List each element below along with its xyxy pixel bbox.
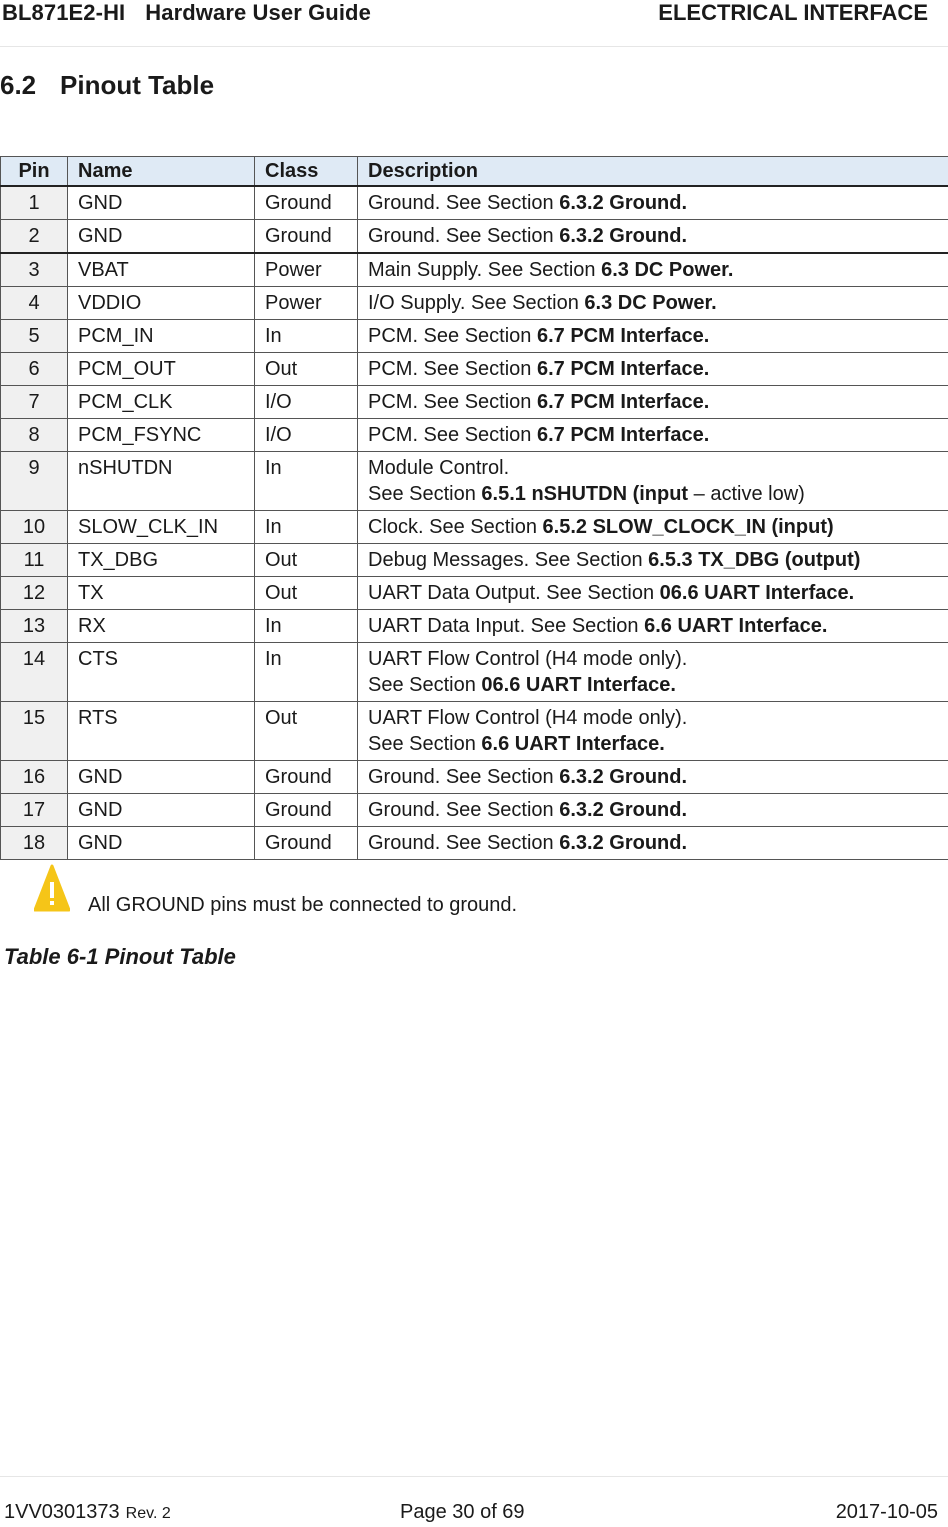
pin-number-cell: 17 bbox=[1, 794, 68, 827]
pin-name-cell: PCM_CLK bbox=[68, 386, 255, 419]
page-header bbox=[0, 0, 948, 47]
table-row bbox=[1, 577, 948, 610]
pin-name-cell: SLOW_CLK_IN bbox=[68, 511, 255, 544]
warning-icon bbox=[34, 862, 70, 912]
pin-class-cell: Ground bbox=[255, 220, 358, 254]
section-reference: 6.3 DC Power. bbox=[584, 292, 716, 314]
section-reference: 6.7 PCM Interface. bbox=[537, 325, 709, 347]
section-reference: 6.3.2 Ground. bbox=[559, 799, 687, 821]
pin-class-cell: Out bbox=[255, 353, 358, 386]
pin-name-cell: PCM_FSYNC bbox=[68, 419, 255, 452]
pin-class-cell: Out bbox=[255, 702, 358, 761]
description-reference bbox=[368, 547, 938, 573]
description-reference bbox=[368, 514, 938, 540]
section-reference: 6.3.2 Ground. bbox=[559, 192, 687, 214]
pin-class-cell: Ground bbox=[255, 794, 358, 827]
description-line: UART Flow Control (H4 mode only). bbox=[368, 705, 938, 731]
description-reference bbox=[368, 830, 938, 856]
pin-name-cell: GND bbox=[68, 794, 255, 827]
pin-class-cell: Power bbox=[255, 287, 358, 320]
section-reference: 6.5.2 SLOW_CLOCK_IN (input) bbox=[543, 516, 834, 538]
pin-number-cell: 18 bbox=[1, 827, 68, 860]
description-text: Ground. See Section bbox=[368, 799, 559, 821]
pin-class-cell: Ground bbox=[255, 761, 358, 794]
pin-number-cell: 13 bbox=[1, 610, 68, 643]
footer-date: 2017-10-05 bbox=[836, 1501, 938, 1524]
description-reference bbox=[368, 672, 938, 698]
table-row bbox=[1, 386, 948, 419]
column-header-description: Description bbox=[358, 157, 948, 187]
description-text: PCM. See Section bbox=[368, 325, 537, 347]
header-doc-id: BL871E2-HI bbox=[2, 0, 125, 25]
description-reference bbox=[368, 389, 938, 415]
table-row bbox=[1, 320, 948, 353]
description-reference bbox=[368, 323, 938, 349]
pin-description-cell bbox=[358, 353, 948, 386]
table-row bbox=[1, 761, 948, 794]
description-text: Ground. See Section bbox=[368, 832, 559, 854]
section-number: 6.2 bbox=[0, 70, 60, 101]
pin-name-cell: VBAT bbox=[68, 253, 255, 287]
section-reference: 6.7 PCM Interface. bbox=[537, 424, 709, 446]
pin-description-cell bbox=[358, 544, 948, 577]
pin-number-cell: 4 bbox=[1, 287, 68, 320]
table-header-row bbox=[1, 157, 948, 187]
pin-description-cell bbox=[358, 577, 948, 610]
page-footer bbox=[0, 1476, 948, 1527]
pin-number-cell: 9 bbox=[1, 452, 68, 511]
pin-description-cell bbox=[358, 320, 948, 353]
table-row bbox=[1, 186, 948, 220]
pin-class-cell: I/O bbox=[255, 419, 358, 452]
table-row bbox=[1, 287, 948, 320]
note-text: All GROUND pins must be connected to ground. bbox=[88, 894, 517, 917]
description-text: Main Supply. See Section bbox=[368, 259, 601, 281]
description-text: See Section bbox=[368, 674, 481, 696]
pin-name-cell: TX bbox=[68, 577, 255, 610]
description-line: UART Flow Control (H4 mode only). bbox=[368, 646, 938, 672]
table-row bbox=[1, 220, 948, 254]
table-caption: Table 6-1 Pinout Table bbox=[4, 944, 236, 970]
pin-description-cell bbox=[358, 452, 948, 511]
section-reference: 6.3.2 Ground. bbox=[559, 832, 687, 854]
section-reference: 6.6 UART Interface. bbox=[481, 733, 664, 755]
description-reference bbox=[368, 290, 938, 316]
description-tail: – active low) bbox=[688, 483, 805, 505]
section-reference: 6.6 UART Interface. bbox=[644, 615, 827, 637]
section-reference: 6.3 DC Power. bbox=[601, 259, 733, 281]
description-reference bbox=[368, 190, 938, 216]
table-row bbox=[1, 610, 948, 643]
section-reference: 6.3.2 Ground. bbox=[559, 225, 687, 247]
section-reference: 6.7 PCM Interface. bbox=[537, 391, 709, 413]
column-header-class: Class bbox=[255, 157, 358, 187]
pin-class-cell: In bbox=[255, 320, 358, 353]
pin-number-cell: 16 bbox=[1, 761, 68, 794]
section-reference: 6.7 PCM Interface. bbox=[537, 358, 709, 380]
table-body bbox=[1, 186, 948, 860]
pin-description-cell bbox=[358, 761, 948, 794]
pin-description-cell bbox=[358, 794, 948, 827]
pin-number-cell: 2 bbox=[1, 220, 68, 254]
pin-name-cell: GND bbox=[68, 220, 255, 254]
table-row bbox=[1, 452, 948, 511]
footer-revision: Rev. 2 bbox=[126, 1505, 171, 1522]
description-reference bbox=[368, 613, 938, 639]
description-reference bbox=[368, 356, 938, 382]
pin-name-cell: RTS bbox=[68, 702, 255, 761]
pin-class-cell: Out bbox=[255, 577, 358, 610]
description-text: PCM. See Section bbox=[368, 358, 537, 380]
description-reference bbox=[368, 580, 938, 606]
description-reference bbox=[368, 731, 938, 757]
description-reference bbox=[368, 797, 938, 823]
pin-number-cell: 15 bbox=[1, 702, 68, 761]
pin-number-cell: 1 bbox=[1, 186, 68, 220]
description-text: UART Data Output. See Section bbox=[368, 582, 660, 604]
pin-number-cell: 7 bbox=[1, 386, 68, 419]
table-row bbox=[1, 827, 948, 860]
pin-name-cell: nSHUTDN bbox=[68, 452, 255, 511]
description-reference bbox=[368, 422, 938, 448]
pin-number-cell: 14 bbox=[1, 643, 68, 702]
pin-class-cell: Out bbox=[255, 544, 358, 577]
pin-name-cell: PCM_OUT bbox=[68, 353, 255, 386]
pin-description-cell bbox=[358, 610, 948, 643]
pin-number-cell: 12 bbox=[1, 577, 68, 610]
header-guide-title: Hardware User Guide bbox=[145, 0, 371, 25]
pin-name-cell: TX_DBG bbox=[68, 544, 255, 577]
section-title bbox=[0, 70, 214, 101]
pin-description-cell bbox=[358, 287, 948, 320]
footer-page-number: Page 30 of 69 bbox=[400, 1501, 525, 1524]
section-reference: 6.3.2 Ground. bbox=[559, 766, 687, 788]
pin-name-cell: VDDIO bbox=[68, 287, 255, 320]
description-text: PCM. See Section bbox=[368, 424, 537, 446]
table-row bbox=[1, 353, 948, 386]
section-reference: 06.6 UART Interface. bbox=[660, 582, 855, 604]
table-row bbox=[1, 253, 948, 287]
description-text: Ground. See Section bbox=[368, 192, 559, 214]
pin-class-cell: Power bbox=[255, 253, 358, 287]
pin-class-cell: In bbox=[255, 610, 358, 643]
pin-name-cell: GND bbox=[68, 761, 255, 794]
pin-description-cell bbox=[358, 386, 948, 419]
pin-description-cell bbox=[358, 220, 948, 254]
header-chapter: ELECTRICAL INTERFACE bbox=[658, 0, 928, 26]
section-reference: 6.5.3 TX_DBG (output) bbox=[648, 549, 860, 571]
description-reference bbox=[368, 223, 938, 249]
pin-number-cell: 8 bbox=[1, 419, 68, 452]
pin-number-cell: 3 bbox=[1, 253, 68, 287]
section-title-text: Pinout Table bbox=[60, 70, 214, 100]
pin-description-cell bbox=[358, 419, 948, 452]
description-text: I/O Supply. See Section bbox=[368, 292, 584, 314]
pin-name-cell: RX bbox=[68, 610, 255, 643]
description-line: Module Control. bbox=[368, 455, 938, 481]
pin-class-cell: In bbox=[255, 452, 358, 511]
pin-number-cell: 11 bbox=[1, 544, 68, 577]
pin-name-cell: PCM_IN bbox=[68, 320, 255, 353]
table-row bbox=[1, 511, 948, 544]
description-reference bbox=[368, 257, 938, 283]
pin-name-cell: CTS bbox=[68, 643, 255, 702]
description-reference bbox=[368, 481, 938, 507]
column-header-pin: Pin bbox=[1, 157, 68, 187]
pin-name-cell: GND bbox=[68, 827, 255, 860]
column-header-name: Name bbox=[68, 157, 255, 187]
description-text: Ground. See Section bbox=[368, 766, 559, 788]
pinout-table bbox=[0, 156, 948, 860]
pin-class-cell: Ground bbox=[255, 186, 358, 220]
pin-number-cell: 5 bbox=[1, 320, 68, 353]
pin-description-cell bbox=[358, 253, 948, 287]
section-reference: 6.5.1 nSHUTDN (input bbox=[481, 483, 688, 505]
description-text: Ground. See Section bbox=[368, 225, 559, 247]
footer-doc-number bbox=[4, 1501, 171, 1524]
footer-doc-id: 1VV0301373 bbox=[4, 1501, 120, 1523]
pin-class-cell: I/O bbox=[255, 386, 358, 419]
pin-name-cell: GND bbox=[68, 186, 255, 220]
pin-class-cell: In bbox=[255, 511, 358, 544]
pin-number-cell: 10 bbox=[1, 511, 68, 544]
pin-description-cell bbox=[358, 186, 948, 220]
description-text: PCM. See Section bbox=[368, 391, 537, 413]
description-text: See Section bbox=[368, 483, 481, 505]
pin-description-cell bbox=[358, 511, 948, 544]
table-row bbox=[1, 544, 948, 577]
pin-description-cell bbox=[358, 702, 948, 761]
description-reference bbox=[368, 764, 938, 790]
header-doc-title bbox=[2, 0, 371, 26]
pin-number-cell: 6 bbox=[1, 353, 68, 386]
pin-class-cell: In bbox=[255, 643, 358, 702]
table-row bbox=[1, 643, 948, 702]
section-reference: 06.6 UART Interface. bbox=[481, 674, 676, 696]
table-row bbox=[1, 702, 948, 761]
description-text: See Section bbox=[368, 733, 481, 755]
table-row bbox=[1, 419, 948, 452]
pin-description-cell bbox=[358, 643, 948, 702]
pin-description-cell bbox=[358, 827, 948, 860]
table-row bbox=[1, 794, 948, 827]
description-text: UART Data Input. See Section bbox=[368, 615, 644, 637]
description-text: Debug Messages. See Section bbox=[368, 549, 648, 571]
description-text: Clock. See Section bbox=[368, 516, 543, 538]
pin-class-cell: Ground bbox=[255, 827, 358, 860]
